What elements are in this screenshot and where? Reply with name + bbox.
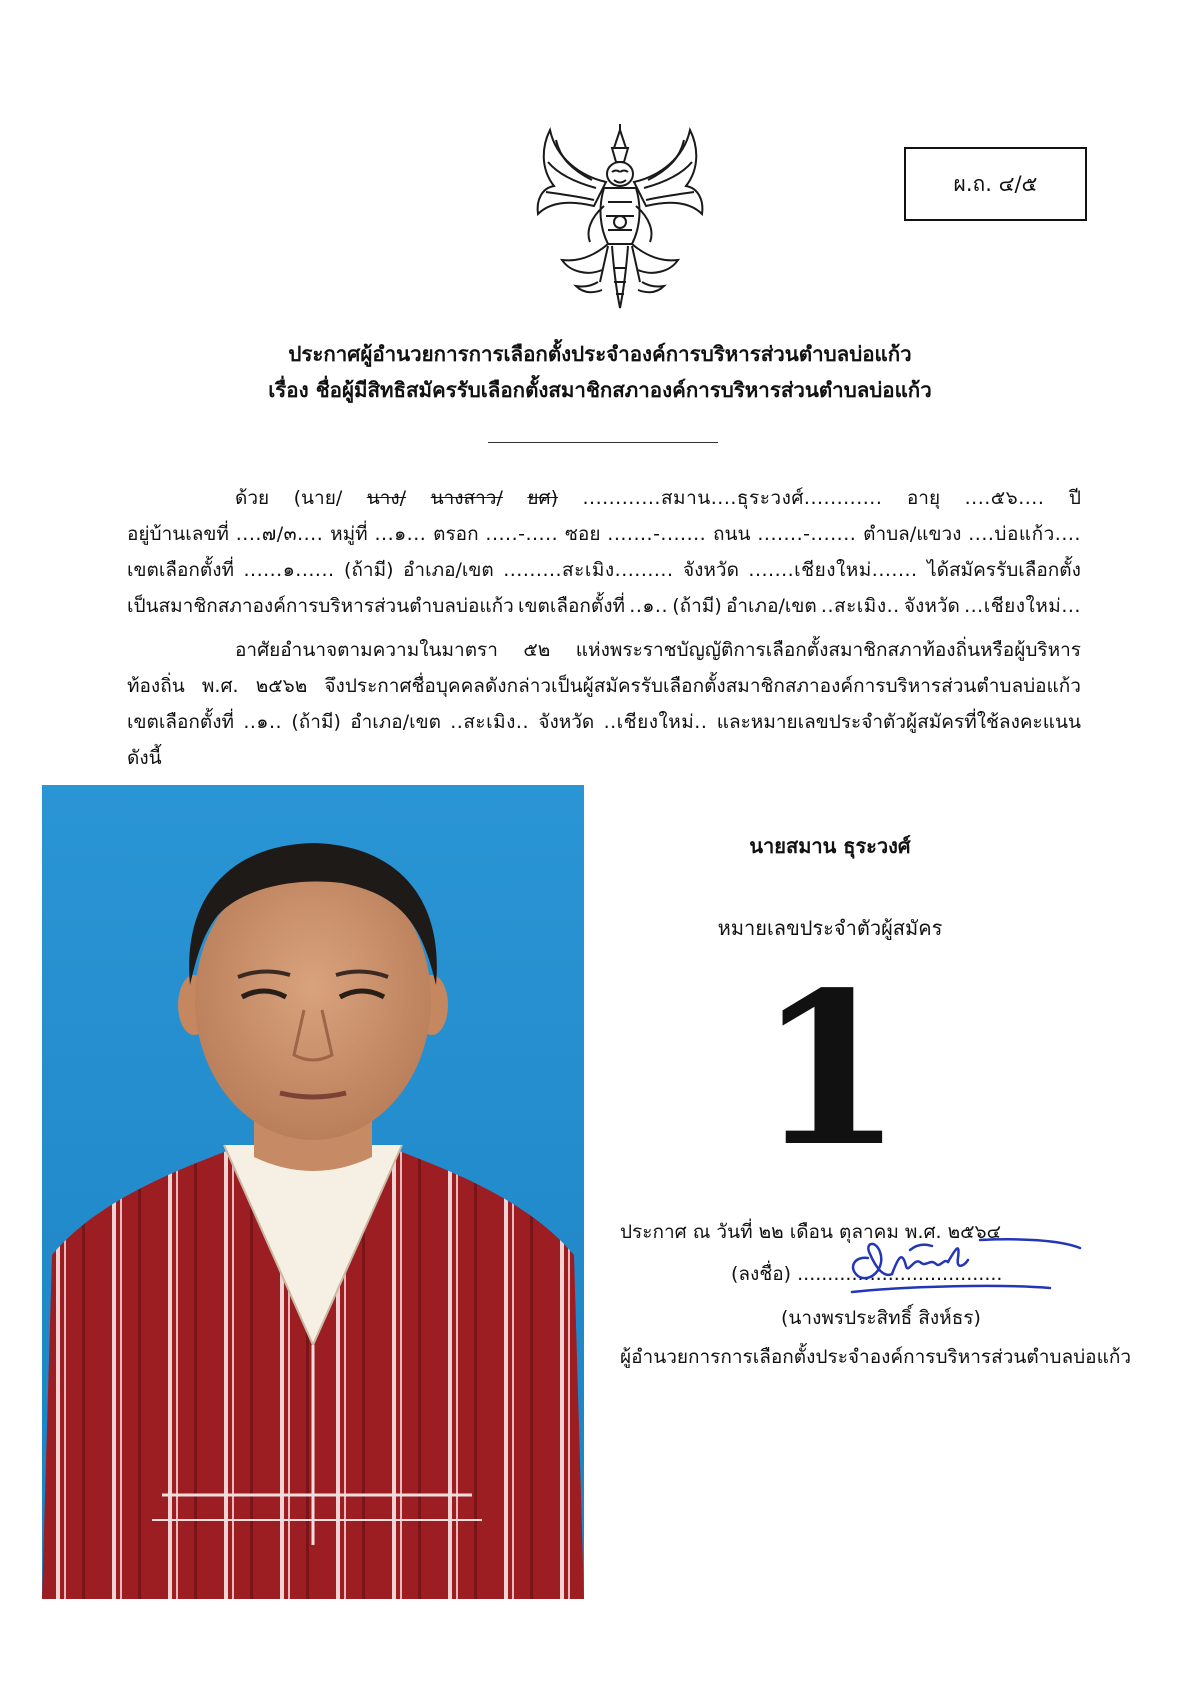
fill-field-constituency: ......๑......: [243, 559, 335, 581]
fill-field-province: ...เชียงใหม่...: [964, 595, 1081, 617]
title-divider: [488, 442, 718, 443]
body-word: อายุ: [906, 487, 941, 509]
fill-field-name: ............สมาน....ธุระวงศ์............: [582, 487, 883, 509]
body-word: อำเภอ/เขต: [403, 559, 494, 581]
fill-field-district: ..สะเมิง..: [820, 595, 900, 617]
body-word-struck: นาง/: [366, 487, 407, 509]
fill-field-road: .......-.......: [757, 523, 857, 545]
body-word: (ถ้ามี): [344, 559, 394, 581]
body-word: จังหวัด: [538, 711, 595, 733]
announcement-date: ประกาศ ณ วันที่ ๒๒ เดือน ตุลาคม พ.ศ. ๒๕๖๔: [620, 1221, 1001, 1243]
body-word: อาศัยอำนาจตามความในมาตรา: [235, 639, 498, 661]
body-line: [127, 516, 1081, 552]
body-word: ๕๒: [523, 639, 551, 661]
signature-dots: ..................................: [797, 1263, 1003, 1285]
fill-field-village: ...๑...: [374, 523, 427, 545]
body-word: พ.ศ.: [201, 675, 239, 697]
body-line: [127, 480, 1081, 516]
body-word: เป็นสมาชิกสภาองค์การบริหารส่วนตำบลบ่อแก้ว: [127, 595, 514, 617]
body-line: [127, 588, 1081, 624]
body-word: ๒๕๖๒: [255, 675, 308, 697]
candidate-photo: [42, 785, 584, 1599]
fill-field-district: ..สะเมิง..: [450, 711, 530, 733]
body-word: จังหวัด: [682, 559, 739, 581]
body-word: เขตเลือกตั้งที่: [127, 711, 235, 733]
body-word: เขตเลือกตั้งที่: [518, 595, 626, 617]
signature-icon: [840, 1228, 1085, 1298]
fill-field-district: .........สะเมิง.........: [503, 559, 674, 581]
body-word: ถนน: [713, 523, 751, 545]
fill-field-soi: .......-.......: [607, 523, 707, 545]
body-word: ดังนี้: [127, 747, 162, 769]
candidate-number: 1: [756, 946, 904, 1193]
candidate-number-label: หมายเลขประจำตัวผู้สมัคร: [717, 916, 943, 940]
fill-field-constituency: ..๑..: [243, 711, 283, 733]
body-word: ซอย: [565, 523, 601, 545]
body-word: ตำบล/แขวง: [863, 523, 962, 545]
form-code-text: ผ.ถ. ๔/๕: [953, 171, 1038, 196]
body-word-struck: ยศ): [527, 487, 558, 509]
body-line: [127, 632, 1081, 668]
body-word-struck: นางสาว/: [430, 487, 503, 509]
body-word: และหมายเลขประจำตัวผู้สมัครที่ใช้ลงคะแนน: [716, 711, 1081, 733]
signer-title: ผู้อำนวยการการเลือกตั้งประจำองค์การบริหารส่วนตำบลบ่อแก้ว: [620, 1346, 1131, 1368]
body-word: ได้สมัครรับเลือกตั้ง: [927, 559, 1081, 581]
body-word: (นาย/: [293, 487, 343, 509]
body-word: อยู่บ้านเลขที่: [127, 523, 229, 545]
fill-field-alley: .....-.....: [485, 523, 559, 545]
body-word: (ถ้ามี): [291, 711, 341, 733]
form-code-box: [904, 147, 1087, 221]
body-word: จังหวัด: [903, 595, 960, 617]
body-word: เขตเลือกตั้งที่: [127, 559, 235, 581]
fill-field-constituency: ..๑..: [629, 595, 668, 617]
fill-field-province: ..เชียงใหม่..: [603, 711, 708, 733]
body-word: หมู่ที่: [330, 523, 368, 545]
signature-prefix: (ลงชื่อ): [731, 1263, 792, 1285]
announcement-title: ประกาศผู้อำนวยการการเลือกตั้งประจำองค์การบริหารส่วนตำบลบ่อแก้ว: [288, 342, 912, 366]
body-word: ท้องถิ่น: [127, 675, 185, 697]
garuda-emblem-icon: [528, 122, 712, 312]
candidate-name: นายสมาน ธุระวงศ์: [749, 834, 911, 858]
fill-field-province: .......เชียงใหม่.......: [748, 559, 918, 581]
body-line: [127, 704, 1081, 740]
body-word: ตรอก: [433, 523, 479, 545]
body-word: (ถ้ามี): [672, 595, 722, 617]
signer-name: (นางพรประสิทธิ์ สิงห์ธร): [781, 1307, 981, 1329]
body-line: [127, 740, 1081, 776]
body-word: จึงประกาศชื่อบุคคลดังกล่าวเป็นผู้สมัครรับเลือกตั้งสมาชิกสภาองค์การบริหารส่วนตำบลบ่อแก้ว: [324, 675, 1081, 697]
fill-field-subdistrict: ....บ่อแก้ว....: [968, 523, 1081, 545]
fill-field-house-number: ....๗/๓....: [235, 523, 324, 545]
body-word: ปี: [1068, 487, 1081, 509]
body-word: อำเภอ/เขต: [350, 711, 441, 733]
body-line: [127, 668, 1081, 704]
body-word: แห่งพระราชบัญญัติการเลือกตั้งสมาชิกสภาท้องถิ่นหรือผู้บริหาร: [575, 639, 1081, 661]
announcement-subject: เรื่อง ชื่อผู้มีสิทธิสมัครรับเลือกตั้งสมาชิกสภาองค์การบริหารส่วนตำบลบ่อแก้ว: [268, 378, 932, 402]
body-word: อำเภอ/เขต: [725, 595, 817, 617]
fill-field-age: ....๕๖....: [964, 487, 1045, 509]
body-word: ด้วย: [235, 487, 270, 509]
body-line: [127, 552, 1081, 588]
